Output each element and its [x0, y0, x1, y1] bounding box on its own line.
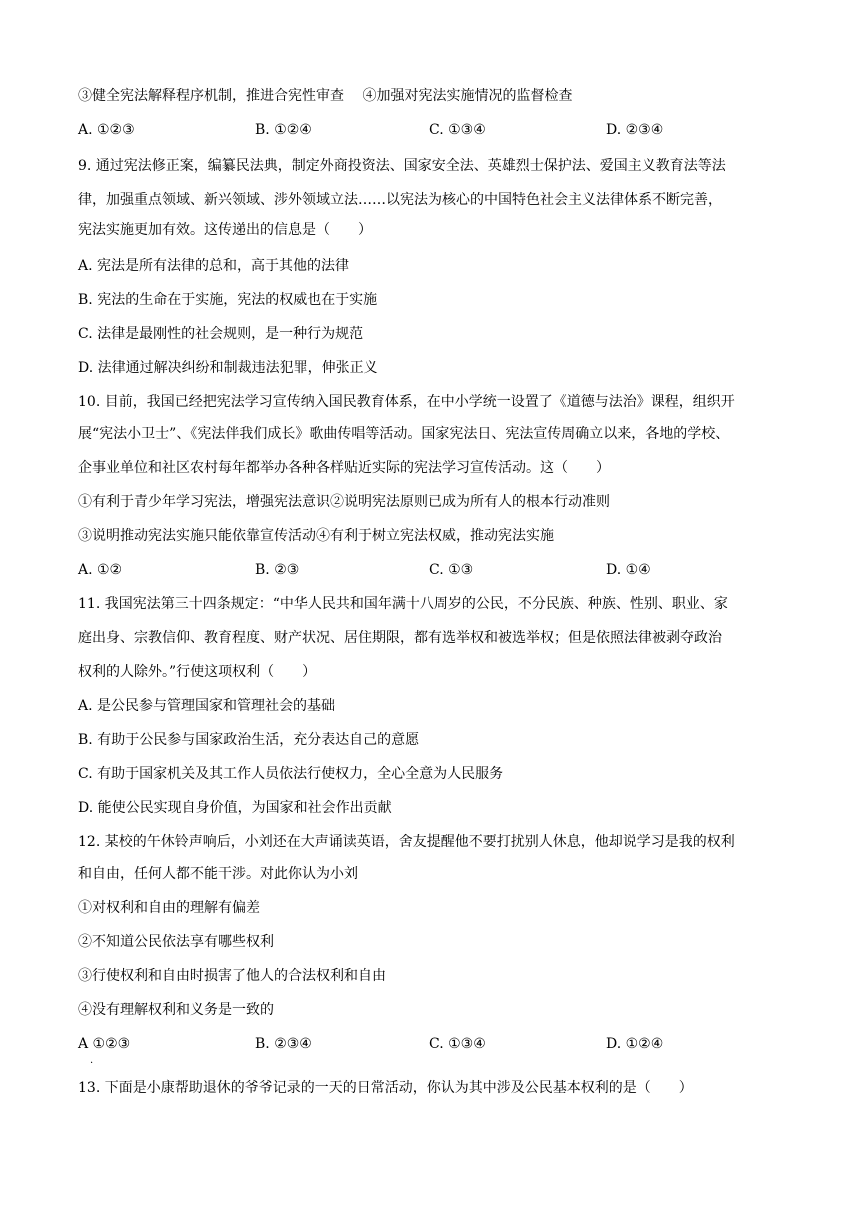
option-a: A ①②③ — [78, 1036, 131, 1052]
q8-options — [78, 120, 798, 140]
q11-stem-line-2: 庭出身、宗教信仰、教育程度、财产状况、居住期限，都有选举权和被选举权；但是依照法律被剥夺政治 — [78, 630, 722, 646]
option-d: D. ①②④ — [606, 1036, 664, 1052]
option-b: B. ②③④ — [255, 1036, 312, 1052]
q9-choice-a: A. 宪法是所有法律的总和，高于其他的法律 — [78, 258, 350, 274]
q12-statement-3: ③行使权利和自由时损害了他人的合法权利和自由 — [78, 968, 386, 984]
q8-statement-line: ③健全宪法解释程序机制，推进合宪性审查 ④加强对宪法实施情况的监督检查 — [78, 88, 573, 104]
q9-stem-line-2: 律，加强重点领域、新兴领域、涉外领域立法……以宪法为核心的中国特色社会主义法律体系不断完善， — [78, 192, 722, 208]
option-a: A. ①② — [78, 562, 123, 578]
option-a-dot: . — [90, 1055, 94, 1066]
option-c: C. ①③ — [429, 562, 474, 578]
q12-statement-4: ④没有理解权利和义务是一致的 — [78, 1002, 274, 1018]
q12-stem-line-1: 12. 某校的午休铃声响后，小刘还在大声诵读英语，舍友提醒他不要打扰别人休息，他却说学习是我的权利 — [78, 834, 735, 850]
option-c: C. ①③④ — [429, 1036, 486, 1052]
option-c: C. ①③④ — [429, 122, 486, 138]
option-b: B. ①②④ — [255, 122, 312, 138]
q9-choice-c: C. 法律是最刚性的社会规则，是一种行为规范 — [78, 326, 364, 342]
q10-stem-line-1: 10. 目前，我国已经把宪法学习宣传纳入国民教育体系，在中小学统一设置了《道德与法治》课程，组织开 — [78, 394, 735, 410]
q9-stem-line-1: 9. 通过宪法修正案，编纂民法典，制定外商投资法、国家安全法、英雄烈士保护法、爱国主义教育法等法 — [78, 158, 726, 174]
q10-stem-line-3: 企事业单位和社区农村每年都举办各种各样贴近实际的宪法学习宣传活动。这（ ） — [78, 460, 610, 476]
q13-stem-line-1: 13. 下面是小康帮助退休的爷爷记录的一天的日常活动，你认为其中涉及公民基本权利的是（ ） — [78, 1080, 693, 1096]
q12-options — [78, 1034, 798, 1066]
q10-statement-line-1: ①有利于青少年学习宪法，增强宪法意识②说明宪法原则已成为所有人的根本行动准则 — [78, 494, 610, 510]
q11-choice-d: D. 能使公民实现自身价值，为国家和社会作出贡献 — [78, 800, 392, 816]
q10-options — [78, 560, 798, 580]
q12-stem-line-2: 和自由，任何人都不能干涉。对此你认为小刘 — [78, 866, 358, 882]
q11-stem-line-1: 11. 我国宪法第三十四条规定：“中华人民共和国年满十八周岁的公民，不分民族、种族、性别、职业、家 — [78, 596, 728, 612]
q10-statement-line-2: ③说明推动宪法实施只能依靠宣传活动④有利于树立宪法权威，推动宪法实施 — [78, 528, 554, 544]
q9-choice-b: B. 宪法的生命在于实施，宪法的权威也在于实施 — [78, 292, 378, 308]
option-d: D. ①④ — [606, 562, 651, 578]
q10-stem-line-2: 展“宪法小卫士”、《宪法伴我们成长》歌曲传唱等活动。国家宪法日、宪法宣传周确立以来，各地的学校、 — [78, 426, 730, 442]
q12-statement-1: ①对权利和自由的理解有偏差 — [78, 900, 260, 916]
q12-statement-2: ②不知道公民依法享有哪些权利 — [78, 934, 274, 950]
q11-stem-line-3: 权利的人除外。”行使这项权利（ ） — [78, 664, 317, 680]
option-b: B. ②③ — [255, 562, 300, 578]
q9-stem-line-3: 宪法实施更加有效。这传递出的信息是（ ） — [78, 222, 372, 238]
q11-choice-b: B. 有助于公民参与国家政治生活，充分表达自己的意愿 — [78, 732, 420, 748]
option-d: D. ②③④ — [606, 122, 664, 138]
q11-choice-c: C. 有助于国家机关及其工作人员依法行使权力，全心全意为人民服务 — [78, 766, 504, 782]
option-a: A. ①②③ — [78, 122, 135, 138]
q11-choice-a: A. 是公民参与管理国家和管理社会的基础 — [78, 698, 336, 714]
q9-choice-d: D. 法律通过解决纠纷和制裁违法犯罪，伸张正义 — [78, 360, 378, 376]
